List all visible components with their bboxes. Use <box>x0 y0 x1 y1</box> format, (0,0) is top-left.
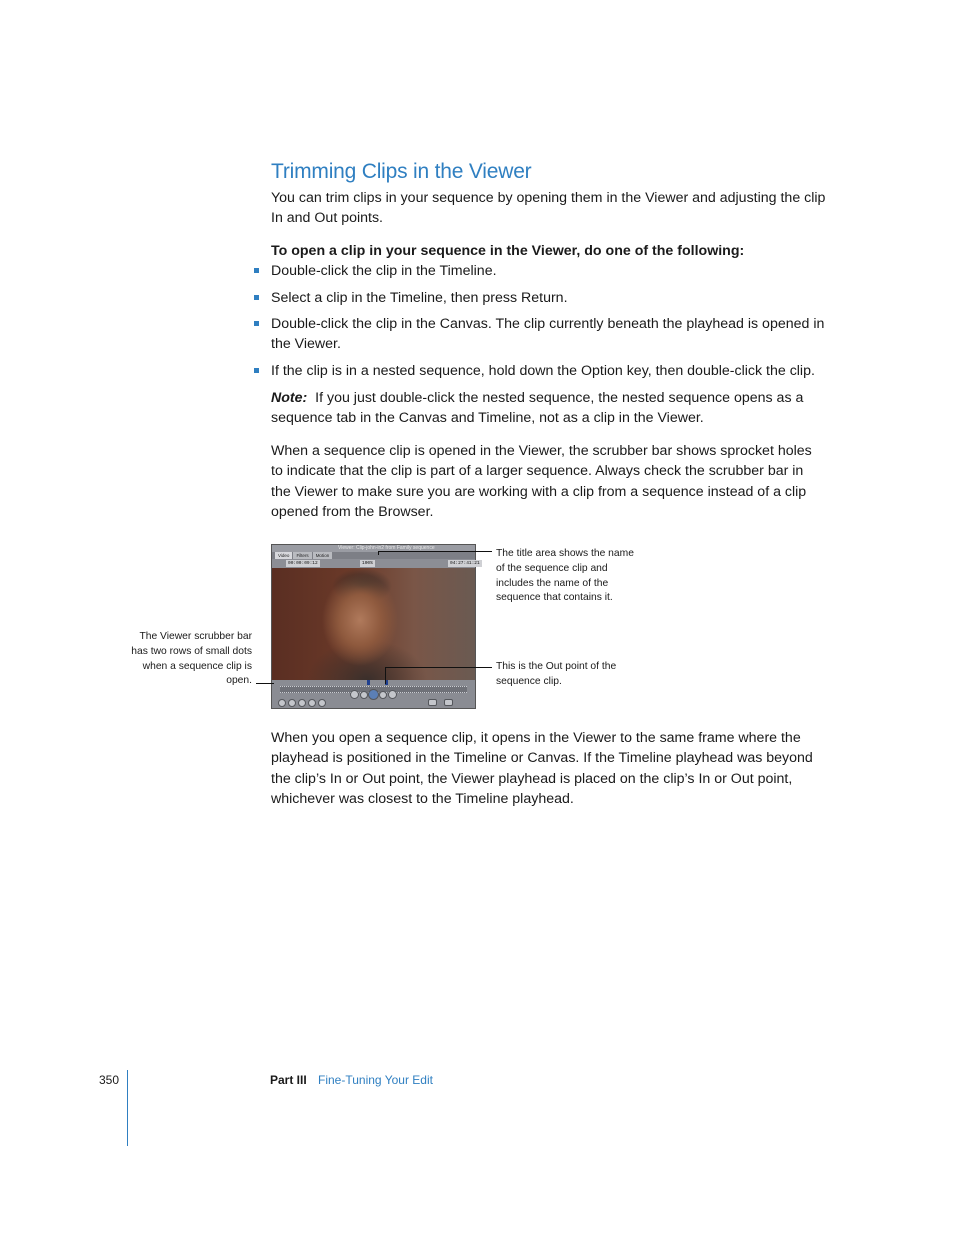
match-frame-icon <box>278 699 286 707</box>
list-item-text: Double-click the clip in the Timeline. <box>271 263 497 279</box>
title-callout-leader-tick <box>378 551 379 555</box>
mark-clip-icon <box>288 699 296 707</box>
tab-video: Video <box>275 552 292 559</box>
tab-motion: Motion <box>313 552 333 559</box>
prev-edit-icon <box>360 691 368 699</box>
callout-title-area: The title area shows the name of the sequence clip and includes the name of the sequence that contains it. <box>496 548 634 604</box>
bullet-icon <box>254 368 259 373</box>
tab-filters: Filters <box>293 552 311 559</box>
zoom-popup: 100% <box>362 561 373 566</box>
bullet-icon <box>254 268 259 273</box>
viewer-title-text: Viewer: Clip-john-in2 from Family sequence <box>338 545 435 551</box>
in-point-marker <box>367 680 370 685</box>
recent-clips-icon <box>428 699 437 706</box>
video-frame <box>272 568 475 680</box>
duration-timecode: 00:00:09:12 <box>288 561 318 566</box>
play-around-icon <box>388 690 397 699</box>
add-marker-icon <box>308 699 316 707</box>
list-item-text: Select a clip in the Timeline, then press Return. <box>271 290 568 306</box>
footer-rule <box>127 1070 128 1146</box>
note-paragraph <box>271 388 816 429</box>
footer-part-label: Part III <box>270 1073 307 1087</box>
bullet-icon <box>254 321 259 326</box>
list-item-text: Double-click the clip in the Canvas. The clip currently beneath the playhead is opened in the Viewer. <box>271 316 825 353</box>
intro-paragraph: You can trim clips in your sequence by opening them in the Viewer and adjusting the clip In and Out points. <box>271 190 826 227</box>
task-heading: To open a clip in your sequence in the Viewer, do one of the following: <box>271 243 745 259</box>
generator-icon <box>444 699 453 706</box>
scrubber-paragraph: When a sequence clip is opened in the Viewer, the scrubber bar shows sprocket holes to indicate that the clip is part of a larger sequence. Always check the scrubber bar in the Viewer to make sure you are working with a clip from a sequence instead of a clip opened from the Browser. <box>271 443 812 521</box>
viewer-transport-area <box>272 680 475 708</box>
page-number: 350 <box>99 1073 120 1087</box>
viewer-controls <box>272 559 480 568</box>
scrubber-callout-leader <box>256 683 274 684</box>
out-point-callout-leader <box>385 667 492 668</box>
callout-out-point: This is the Out point of the sequence clip. <box>496 661 617 687</box>
note-text: If you just double-click the nested sequence, the nested sequence opens as a sequence tab in the Canvas and Timeline, not as a clip in the Viewer. <box>271 390 804 427</box>
bullet-icon <box>254 295 259 300</box>
list-item-text: If the clip is in a nested sequence, hold down the Option key, then double-click the clip. <box>271 363 815 379</box>
next-edit-icon <box>379 691 387 699</box>
viewer-screenshot <box>271 544 480 709</box>
out-point-callout-leader-tick <box>385 667 386 684</box>
footer-chapter-title: Fine-Tuning Your Edit <box>318 1073 433 1087</box>
viewer-tabs <box>275 552 333 559</box>
current-timecode: 04:27:41:21 <box>450 561 480 566</box>
play-icon <box>368 689 379 700</box>
play-in-to-out-icon <box>350 690 359 699</box>
note-label: Note: <box>271 390 308 406</box>
add-keyframe-icon <box>298 699 306 707</box>
section-heading: Trimming Clips in the Viewer <box>271 160 532 183</box>
callout-scrubber-bar: The Viewer scrubber bar has two rows of small dots when a sequence clip is open. <box>131 631 252 687</box>
sequence-clip-paragraph: When you open a sequence clip, it opens in the Viewer to the same frame where the playhead is positioned in the Timeline or Canvas. If the Timeline playhead was beyond the clip’s In or Out point, the Viewer playhead is placed on the clip’s In or Out point, whichever was closest to the Timeline playhead. <box>271 730 813 808</box>
mark-in-icon <box>318 699 326 707</box>
title-callout-leader <box>378 551 492 552</box>
